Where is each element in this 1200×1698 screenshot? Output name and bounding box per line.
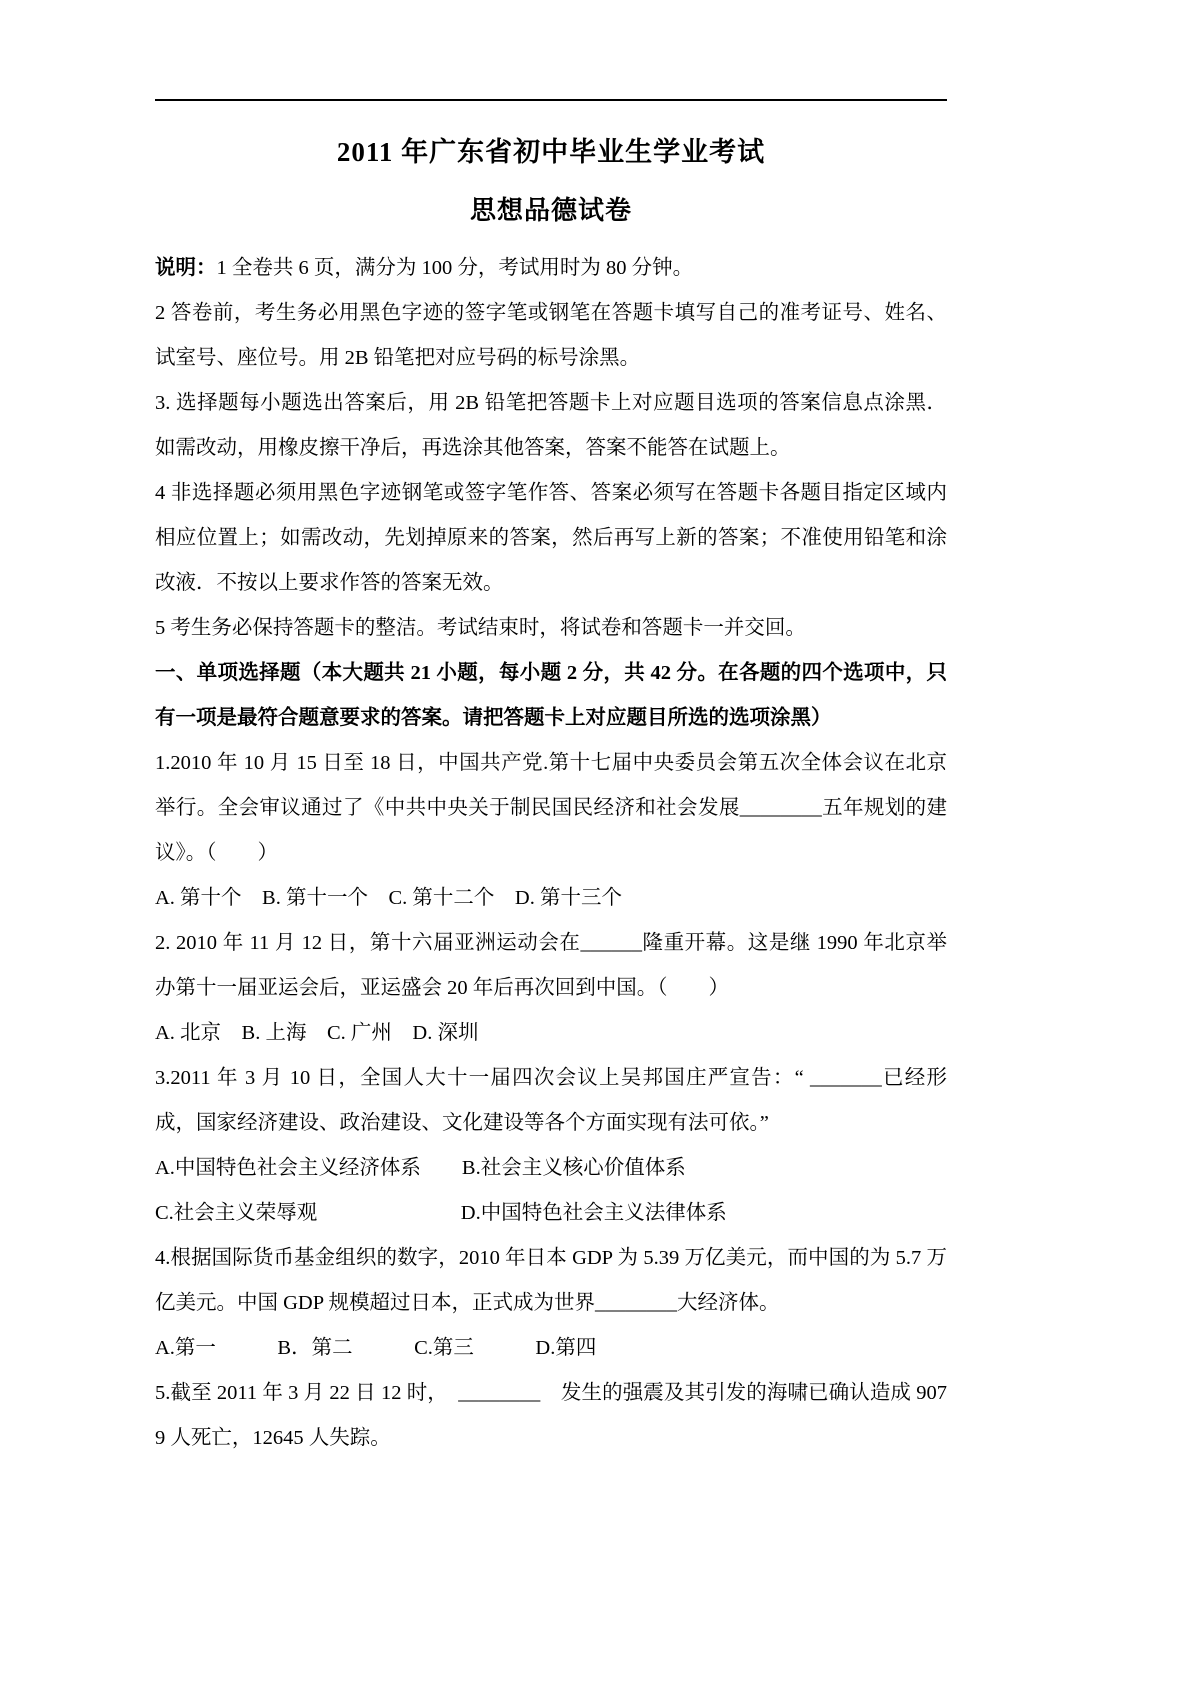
question-4-options: A.第一 B．第二 C.第三 D.第四 [155, 1336, 597, 1359]
exam-body [155, 246, 947, 1461]
question-1-options: A. 第十个 B. 第十一个 C. 第十二个 D. 第十三个 [155, 886, 622, 909]
question-3-options-row-1: A.中国特色社会主义经济体系 B.社会主义核心价值体系 [155, 1156, 686, 1179]
header-rule [155, 99, 947, 101]
question-1-stem: 1.2010 年 10 月 15 日至 18 日，中国共产党.第十七届中央委员会第五次全体会议在北京举行。全会审议通过了《中共中央关于制民国民经济和社会发展________五年规划的建议》。（ ） [155, 751, 947, 864]
section-one-heading: 一、单项选择题（本大题共 21 小题，每小题 2 分，共 42 分。在各题的四个选项中，只有一项是最符合题意要求的答案。请把答题卡上对应题目所选的选项涂黑） [155, 661, 947, 729]
question-2-options: A. 北京 B. 上海 C. 广州 D. 深圳 [155, 1021, 479, 1044]
exam-document [155, 0, 947, 1461]
instructions-line-1 [155, 246, 947, 291]
exam-subtitle: 思想品德试卷 [469, 196, 632, 226]
instructions-item-1: 1 全卷共 6 页，满分为 100 分，考试用时为 80 分钟。 [216, 256, 694, 279]
instructions-item-2: 2 答卷前，考生务必用黑色字迹的签字笔或钢笔在答题卡填写自己的准考证号、姓名、试室号、座位号。用 2B 铅笔把对应号码的标号涂黑。 [155, 301, 947, 369]
exam-title: 2011 年广东省初中毕业生学业考试 [336, 137, 766, 167]
question-3-stem: 3.2011 年 3 月 10 日，全国人大十一届四次会议上吴邦国庄严宣告：“ _______已经形成，国家经济建设、政治建设、文化建设等各个方面实现有法可依。” [155, 1066, 947, 1134]
question-3-options-row-2: C.社会主义荣辱观 D.中国特色社会主义法律体系 [155, 1201, 727, 1224]
instructions-item-4: 4 非选择题必须用黑色字迹钢笔或签字笔作答、答案必须写在答题卡各题目指定区域内相应位置上；如需改动，先划掉原来的答案，然后再写上新的答案；不准使用铅笔和涂改液．不按以上要求作答的答案无效。 [155, 481, 947, 594]
question-4-stem: 4.根据国际货币基金组织的数字，2010 年日本 GDP 为 5.39 万亿美元，而中国的为 5.7 万亿美元。中国 GDP 规模超过日本，正式成为世界________大经济体。 [155, 1246, 947, 1314]
question-2-stem: 2. 2010 年 11 月 12 日，第十六届亚洲运动会在______隆重开幕。这是继 1990 年北京举办第十一届亚运会后，亚运盛会 20 年后再次回到中国。（ ） [155, 931, 947, 999]
instructions-item-5: 5 考生务必保持答题卡的整洁。考试结束时，将试卷和答题卡一并交回。 [155, 616, 806, 639]
instructions-item-3: 3. 选择题每小题选出答案后，用 2B 铅笔把答题卡上对应题目选项的答案信息点涂黑．如需改动，用橡皮擦干净后，再选涂其他答案，答案不能答在试题上。 [155, 391, 947, 459]
instructions-label: 说明： [155, 256, 217, 279]
question-5-stem: 5.截至 2011 年 3 月 22 日 12 时， ________ 发生的强震及其引发的海啸已确认造成 9079 人死亡，12645 人失踪。 [155, 1381, 947, 1449]
